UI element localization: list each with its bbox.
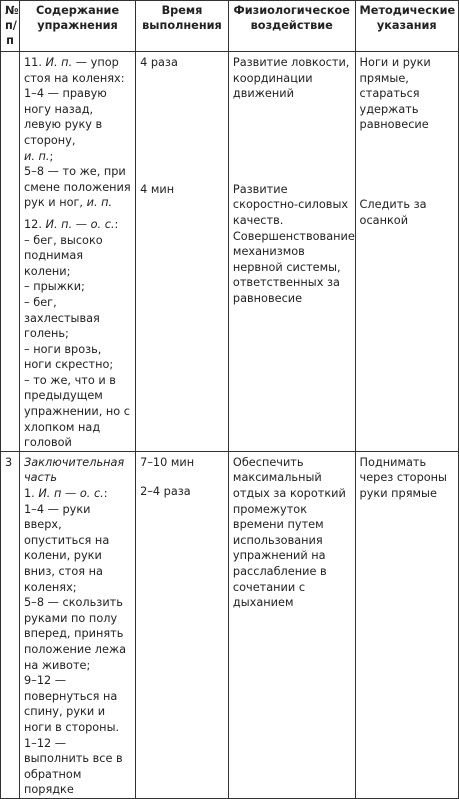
header-notes: Методические указания [355,1,458,52]
notes-12: Следить за осанкой [359,197,427,227]
table-row [1,52,459,452]
notes-11: Ноги и руки прямые, стараться удержать равновесие [359,56,431,132]
row-number [1,52,20,452]
effect-11: Развитие ловкости, координации движений [232,56,350,101]
notes-cell: Поднимать через стороны руки прямые [355,451,458,798]
header-num: № п/п [1,1,20,52]
exercise-content-cell [19,451,135,798]
header-content: Содержание упражнения [19,1,135,52]
exercise-12: 12. И. п. — о. с.: – бег, высоко поднимая колени; – прыжки; – бег, захлестывая голень; – ноги врозь, ноги скрестно; – то же, что и в предыдущем упражнении, но с хлопком над головой [23,217,131,450]
time-cell [136,52,229,452]
effect-cell [228,52,355,452]
time-cell [136,451,229,798]
effect-12: Развитие скоростно-силовых качеств. Совершенствование механизмов нервной системы, ответственных за равновесие [232,182,355,305]
exercise-11: 11. И. п. — упор стоя на коленях: 1–4 — правую ногу назад, левую руку в сторону, и. п.; 5–8 — то же, при смене положения рук и ног, и. п. [23,56,131,210]
row-number: 3 [1,451,20,798]
header-effect: Физиологическое воздействие [228,1,355,52]
notes-cell [355,52,458,452]
section-title: Заключительная часть [23,455,125,485]
header-time: Время выполнения [136,1,229,52]
exercise-1: 1. И. п — о. с.: 1–4 — руки вверх, опуститься на колени, руки вниз, стоя на коленях; 5–8 — скользить руками по полу вперед, принять положение лежа на животе; 9–12 — повернуться на спину, руки и ноги в стороны. 1–12 — выполнить все в обратном порядке [23,487,127,797]
effect-cell: Обеспечить максимальный отдых за короткий промежуток времени путем использования упражнений на расслабление в сочетании с дыханием [228,451,355,798]
time-a: 7–10 мин [140,455,195,469]
header-row [1,1,459,52]
time-b: 2–4 раза [140,485,191,499]
table-row [1,451,459,798]
exercise-content-cell [19,52,135,452]
time-12: 4 мин [140,182,175,196]
time-11: 4 раза [140,56,178,69]
